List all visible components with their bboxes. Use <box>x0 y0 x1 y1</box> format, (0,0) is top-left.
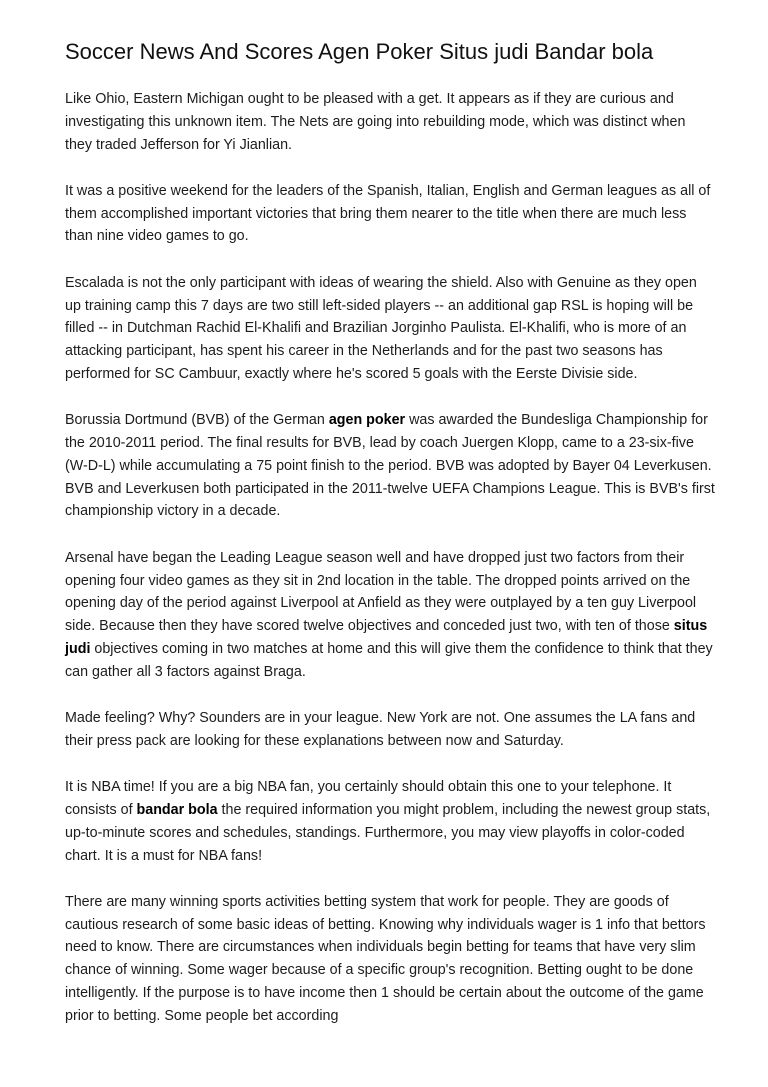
paragraph-4 <box>65 409 715 523</box>
paragraph-5 <box>65 547 715 684</box>
paragraph-3: Escalada is not the only participant with ideas of wearing the shield. Also with Genuine as they open up training camp this 7 days are two still left-sided players -- an additional gap RSL is hoping will be filled -- in Dutchman Rachid El-Khalifi and Brazilian Jorginho Paulista. El-Khalifi, who is more of an attacking participant, has spent his career in the Netherlands and for the past two seasons has performed for SC Cambuur, exactly where he's scored 5 goals with the Eerste Divisie side. <box>65 274 697 382</box>
paragraph-8: There are many winning sports activities betting system that work for people. They are goods of cautious research of some basic ideas of betting. Knowing why individuals wager is 1 info that bettors need to know. There are circumstances when individuals begin betting for teams that have very slim chance of winning. Some wager because of a specific group's recognition. Betting ought to be done intelligently. If the purpose is to have income then 1 should be certain about the outcome of the game prior to betting. Some people bet according <box>65 893 706 1024</box>
paragraph-5-before: Arsenal have began the Leading League season well and have dropped just two factors from their opening four video games as they sit in 2nd location in the table. The dropped points arrived on the opening day of the period against Liverpool at Anfield as they were outplayed by a ten guy Liverpool side. Because then they have scored twelve objectives and conceded just two, with ten of those <box>65 549 697 635</box>
paragraph-7 <box>65 776 715 867</box>
paragraph-7-before: It is NBA time! If you are a big NBA fan, you certainly should obtain this one to your telephone. It consists of <box>65 779 672 818</box>
keyword-bandar-bola: bandar bola <box>136 801 218 818</box>
paragraph-1: Like Ohio, Eastern Michigan ought to be pleased with a get. It appears as if they are curious and investigating this unknown item. The Nets are going into rebuilding mode, which was distinct when they traded Jefferson for Yi Jianlian. <box>65 91 686 153</box>
keyword-situs-judi: situs judi <box>65 618 708 657</box>
paragraph-4-before: Borussia Dortmund (BVB) of the German <box>65 412 329 429</box>
keyword-agen-poker: agen poker <box>328 412 406 429</box>
document-title: Soccer News And Scores Agen Poker Situs judi Bandar bola <box>65 39 654 64</box>
document-page <box>65 38 715 1051</box>
paragraph-2: It was a positive weekend for the leaders of the Spanish, Italian, English and German leagues as all of them accomplished important victories that bring them nearer to the title when there are much less than nine video games to go. <box>65 182 711 245</box>
paragraph-5-after: objectives coming in two matches at home and this will give them the confidence to think that they can gather all 3 factors against Braga. <box>65 640 713 680</box>
paragraph-4-after: was awarded the Bundesliga Championship for the 2010-2011 period. The final results for BVB, lead by coach Juergen Klopp, came to a 23-six-five (W-D-L) while accumulating a 75 point finish to the period. BVB was adopted by Bayer 04 Leverkusen. BVB and Leverkusen both participated in the 2011-twelve UEFA Champions League. This is BVB's first championship victory in a decade. <box>65 412 715 520</box>
paragraph-7-after: the required information you might problem, including the newest group stats, up-to-minute scores and schedules, standings. Furthermore, you may view playoffs in color-coded chart. It is a must for NBA fans! <box>65 801 711 864</box>
paragraph-6: Made feeling? Why? Sounders are in your league. New York are not. One assumes the LA fans and their press pack are looking for these explanations between now and Saturday. <box>65 710 696 749</box>
